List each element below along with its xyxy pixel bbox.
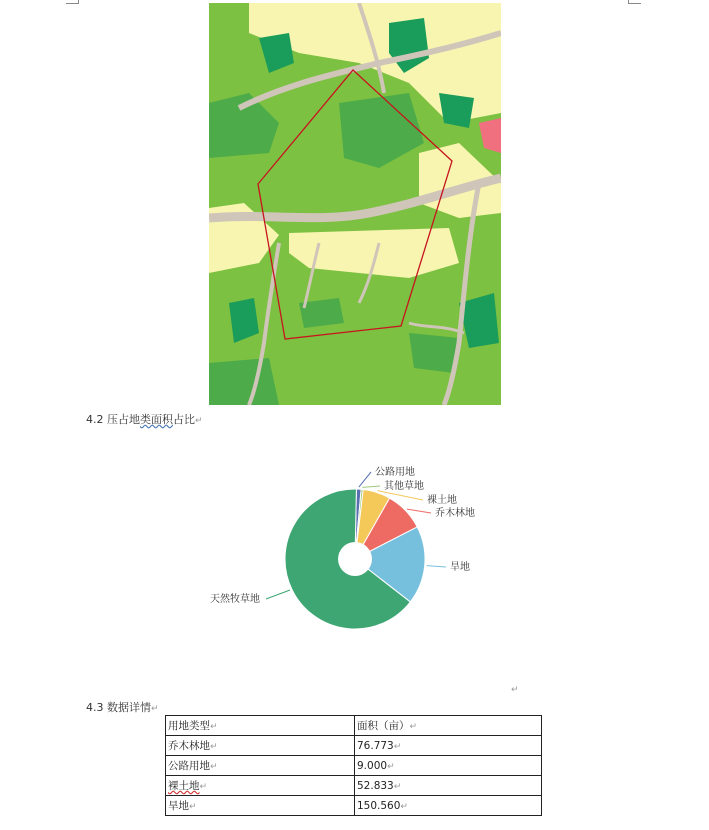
section-title: 数据详情 — [107, 701, 151, 714]
pie-slice-label: 公路用地 — [375, 467, 415, 478]
table-cell: 公路用地↵ — [166, 756, 355, 776]
header-cell: 用地类型↵ — [166, 716, 355, 736]
land-area-share-pie-chart — [200, 460, 520, 650]
pie-leader-line — [359, 472, 371, 487]
table-row — [166, 796, 542, 816]
table-cell: 76.773↵ — [355, 736, 542, 756]
section-heading-4-2 — [86, 411, 203, 427]
section-title-post: 占比 — [173, 413, 195, 426]
table-cell: 旱地↵ — [166, 796, 355, 816]
page-corner-mark-right — [628, 0, 641, 4]
table-row — [166, 776, 542, 796]
paragraph-mark-icon: ↵ — [151, 704, 159, 714]
pie-leader-line — [362, 486, 380, 487]
pie-slice-label: 裸土地 — [427, 495, 457, 506]
pie-center-hole — [338, 542, 372, 576]
table-header-row — [166, 716, 542, 736]
pie-leader-line — [427, 566, 446, 567]
section-number: 4.2 — [86, 413, 104, 426]
pie-slice-label: 天然牧草地 — [210, 594, 260, 605]
section-heading-4-3 — [86, 699, 159, 715]
pie-slice-label: 旱地 — [450, 562, 470, 573]
pie-slice-label: 乔木林地 — [435, 508, 475, 519]
section-number: 4.3 — [86, 701, 104, 714]
pie-leader-line — [407, 509, 431, 513]
pie-slice-label: 其他草地 — [384, 481, 424, 492]
table-cell: 9.000↵ — [355, 756, 542, 776]
paragraph-mark-icon: ↵ — [195, 416, 203, 426]
table-cell: 150.560↵ — [355, 796, 542, 816]
table-row — [166, 736, 542, 756]
pie-leader-line — [266, 590, 290, 599]
section-title-pre: 压占地 — [107, 413, 140, 426]
section-title-underlined: 类面积 — [140, 413, 173, 426]
table-cell: 52.833↵ — [355, 776, 542, 796]
table-row — [166, 756, 542, 776]
land-area-table — [165, 715, 542, 816]
table-cell: 裸土地↵ — [166, 776, 355, 796]
page-corner-mark-left — [66, 0, 79, 4]
header-cell: 面积（亩）↵ — [355, 716, 542, 736]
paragraph-mark-icon: ↵ — [511, 685, 519, 695]
table-cell: 乔木林地↵ — [166, 736, 355, 756]
land-use-map — [209, 3, 501, 405]
